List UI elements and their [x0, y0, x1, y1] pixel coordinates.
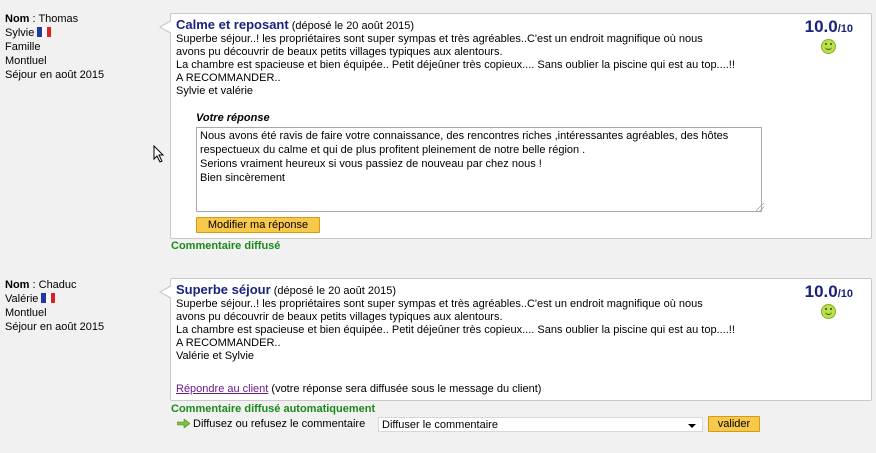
mouse-cursor-icon — [153, 145, 165, 163]
name-label: Nom — [5, 279, 30, 291]
diffuse-select[interactable] — [378, 417, 703, 432]
review-body-line: Sylvie et valérie — [176, 85, 254, 97]
review-body-line: Superbe séjour..! les propriétaires sont super sympas et très agréables..C'est un endroit magnifique où nous — [176, 298, 703, 310]
review-body-line: A RECOMMANDER.. — [176, 72, 281, 84]
france-flag-icon — [37, 27, 51, 37]
reply-line — [176, 383, 541, 395]
review-score — [805, 282, 853, 319]
smiley-icon — [821, 39, 836, 54]
author-info: Nom : Thomas Sylvie Famille Montluel Séjour en août 2015 — [5, 13, 105, 81]
chevron-down-icon — [688, 424, 696, 428]
review-title: Calme et reposant — [176, 17, 289, 32]
review-body-line: avons pu découvrir de beaux petits villages typiques aux alentours. — [176, 311, 503, 323]
review-body — [176, 298, 766, 363]
response-textarea[interactable]: Nous avons été ravis de faire votre connaissance, des rencontres riches ,intéressantes agréables, des hôtes respectueux du calme et qui de plus profitent pleinement de notre belle région . Serions vraiment heureux si vous passiez de nouveau par chez nous ! Bien sincèrement — [196, 127, 762, 212]
reply-note: (votre réponse sera diffusée sous le message du client) — [271, 383, 542, 395]
france-flag-icon — [41, 293, 55, 303]
smiley-icon — [821, 304, 836, 319]
score-max: /10 — [837, 23, 853, 35]
review-body-line: Valérie et Sylvie — [176, 350, 255, 362]
review-title-line — [176, 17, 414, 32]
review-bubble — [170, 13, 872, 239]
validate-button[interactable]: valider — [708, 416, 760, 432]
name-label: Nom — [5, 13, 30, 25]
review-bubble — [170, 278, 872, 401]
review-body-line: avons pu découvrir de beaux petits villages typiques aux alentours. — [176, 46, 503, 58]
author-info: Nom : Chaduc Valérie Montluel Séjour en août 2015 — [5, 279, 105, 333]
resize-grip-icon[interactable] — [756, 203, 764, 211]
green-arrow-icon — [177, 419, 190, 428]
review-body-line: La chambre est spacieuse et bien équipée.. Petit déjeûner très copieux.... Sans oublier la piscine qui est au top....!! — [176, 324, 735, 336]
response-label: Votre réponse — [196, 112, 270, 124]
review-score — [805, 17, 853, 54]
score-max: /10 — [837, 288, 853, 300]
author-city: Montluel — [5, 55, 47, 67]
author-type: Famille — [5, 41, 41, 53]
author-city: Montluel — [5, 307, 47, 319]
review-title-line — [176, 282, 396, 297]
review-date: (déposé le 20 août 2015) — [273, 285, 397, 297]
author-firstnames: Valérie — [5, 293, 39, 305]
review-title: Superbe séjour — [176, 282, 271, 297]
modify-response-button[interactable]: Modifier ma réponse — [196, 217, 320, 233]
author-firstnames: Sylvie — [5, 27, 35, 39]
author-name: Thomas — [38, 13, 79, 25]
review-date: (déposé le 20 août 2015) — [291, 20, 415, 32]
reply-to-client-link[interactable]: Répondre au client — [176, 383, 269, 395]
diffuse-label: Diffusez ou refusez le commentaire — [193, 418, 366, 430]
score-value: 10.0 — [804, 282, 838, 301]
author-stay: Séjour en août 2015 — [5, 321, 105, 333]
review-body-line: Superbe séjour..! les propriétaires sont super sympas et très agréables..C'est un endroit magnifique où nous — [176, 33, 703, 45]
review-body — [176, 33, 766, 98]
review-body-line: La chambre est spacieuse et bien équipée.. Petit déjeûner très copieux.... Sans oublier la piscine qui est au top....!! — [176, 59, 735, 71]
author-name: Chaduc — [38, 279, 77, 291]
comment-status: Commentaire diffusé automatiquement — [171, 403, 376, 415]
author-stay: Séjour en août 2015 — [5, 69, 105, 81]
score-value: 10.0 — [804, 17, 838, 36]
comment-status: Commentaire diffusé — [171, 240, 281, 252]
diffuse-select-value: Diffuser le commentaire — [382, 419, 498, 431]
review-body-line: A RECOMMANDER.. — [176, 337, 281, 349]
